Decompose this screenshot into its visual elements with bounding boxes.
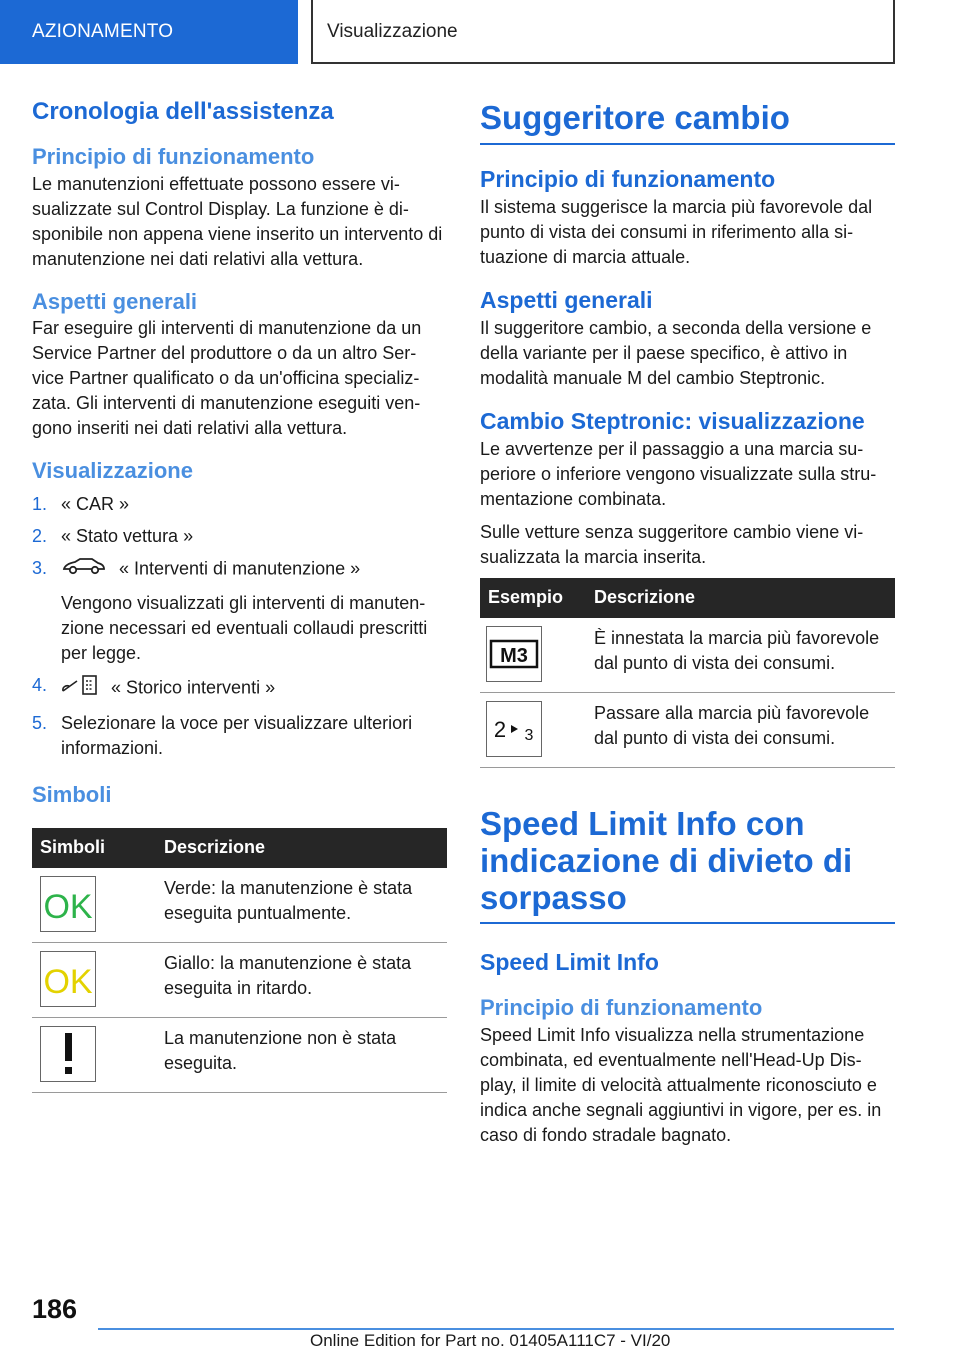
text-steptronic-2: Sulle vetture senza suggeritore cambio viene vi-sualizzata la marcia inserita. — [480, 521, 864, 567]
text-principio-right: Il sistema suggerisce la marcia più favorevole dal punto di vista dei consumi in riferimento alla si-tuazione di marcia attuale. — [480, 196, 873, 267]
gear-table — [480, 578, 895, 768]
heading-visualizzazione: Visualizzazione — [32, 458, 193, 484]
symbol-desc: Verde: la manutenzione è stata eseguita puntualmente. — [156, 868, 447, 943]
car-service-icon — [61, 556, 107, 583]
col-header-simboli: Simboli — [32, 828, 156, 868]
text-aspetti: Far eseguire gli interventi di manutenzione da un Service Partner del produttore o da un altro Ser-vice Partner qualificato o da un'officina specializ-zata. Gli interventi di manutenzione eseguiti ven-gono inseriti nei dati relativi alla vettura. — [32, 318, 422, 439]
steps-list — [32, 492, 447, 761]
table-row — [480, 692, 895, 767]
list-item: 4. « Storico interventi » — [32, 673, 447, 704]
list-item: 3. « Interventi di manutenzione » Vengono visualizzati gli interventi di manuten-zione necessari ed eventuali collaudi prescritti per legge. — [32, 557, 428, 663]
text-principio: Le manutenzioni effettuate possono essere vi-sualizzate sul Control Display. La funzione è di-sponibile non appena viene inserito un intervento di manutenzione nei dati relativi alla vettura. — [32, 173, 443, 269]
table-row — [32, 942, 447, 1017]
table-row — [32, 1017, 447, 1092]
heading-aspetti-right: Aspetti generali — [480, 286, 653, 313]
section-title-cronologia: Cronologia dell'assistenza — [32, 98, 334, 125]
svg-text:OK: OK — [43, 887, 93, 926]
section-title-suggeritore: Suggeritore cambio — [480, 100, 895, 145]
section-tab: AZIONAMENTO — [0, 0, 298, 64]
page-number: 186 — [32, 1294, 78, 1324]
gear-shift-2-3-icon — [486, 701, 542, 757]
table-row — [480, 618, 895, 693]
page-header — [0, 0, 960, 66]
heading-principio-right: Principio di funzionamento — [480, 165, 776, 192]
ok-yellow-icon — [40, 951, 96, 1007]
heading-steptronic: Cambio Steptronic: visualizzazione — [480, 407, 865, 434]
col-header-descrizione: Descrizione — [156, 828, 447, 868]
symbols-table — [32, 828, 447, 1093]
heading-principio-speed: Principio di funzionamento — [480, 995, 763, 1021]
service-history-icon — [61, 673, 99, 704]
symbol-desc: La manutenzione non è stata eseguita. — [156, 1017, 447, 1092]
gear-m3-icon — [486, 626, 542, 682]
col-header-esempio: Esempio — [480, 578, 586, 618]
text-steptronic-1: Le avvertenze per il passaggio a una marcia su-periore o inferiore vengono visualizzate sulla stru-mentazione combinata. — [480, 438, 877, 509]
table-header-row — [480, 578, 895, 618]
footer-edition: Online Edition for Part no. 01405A111C7 - VI/20 — [310, 1331, 671, 1350]
gear-desc: Passare alla marcia più favorevole dal punto di vista dei consumi. — [586, 692, 895, 767]
left-column — [32, 96, 447, 1093]
table-row — [32, 868, 447, 943]
svg-text:2: 2 — [493, 716, 507, 742]
heading-aspetti: Aspetti generali — [32, 288, 198, 314]
svg-text:3: 3 — [524, 726, 534, 744]
table-header-row — [32, 828, 447, 868]
text-aspetti-right: Il suggeritore cambio, a seconda della versione e della variante per il paese specifico, è attivo in modalità manuale M del cambio Steptronic. — [480, 317, 872, 388]
list-item: 5. Selezionare la voce per visualizzare ulteriori informazioni. — [32, 712, 413, 758]
footer-rule — [98, 1328, 894, 1330]
section-title-speed-limit: Speed Limit Info con indicazione di divieto di sorpasso — [480, 806, 895, 925]
heading-speed-limit-info: Speed Limit Info — [480, 949, 659, 976]
col-header-descrizione-right: Descrizione — [586, 578, 895, 618]
text-speed-limit: Speed Limit Info visualizza nella strumentazione combinata, ed eventualmente nell'Head-Up Dis-play, il limite di velocità attualmente riconosciuto e indica anche segnali aggiuntivi in vigore, per es. in caso di fondo stradale bagnato. — [480, 1024, 882, 1145]
svg-text:M3: M3 — [500, 644, 528, 667]
list-item: 2. « Stato vettura » — [32, 525, 194, 546]
heading-simboli: Simboli — [32, 781, 112, 807]
topic-tab: Visualizzazione — [311, 0, 895, 64]
heading-principio: Principio di funzionamento — [32, 144, 315, 170]
svg-text:OK: OK — [43, 962, 93, 1001]
right-column — [480, 100, 895, 1148]
symbol-desc: Giallo: la manutenzione è stata eseguita in ritardo. — [156, 942, 447, 1017]
exclamation-icon — [40, 1026, 96, 1082]
ok-green-icon — [40, 876, 96, 932]
gear-desc: È innestata la marcia più favorevole dal punto di vista dei consumi. — [586, 618, 895, 693]
list-item: 1. « CAR » — [32, 493, 130, 514]
